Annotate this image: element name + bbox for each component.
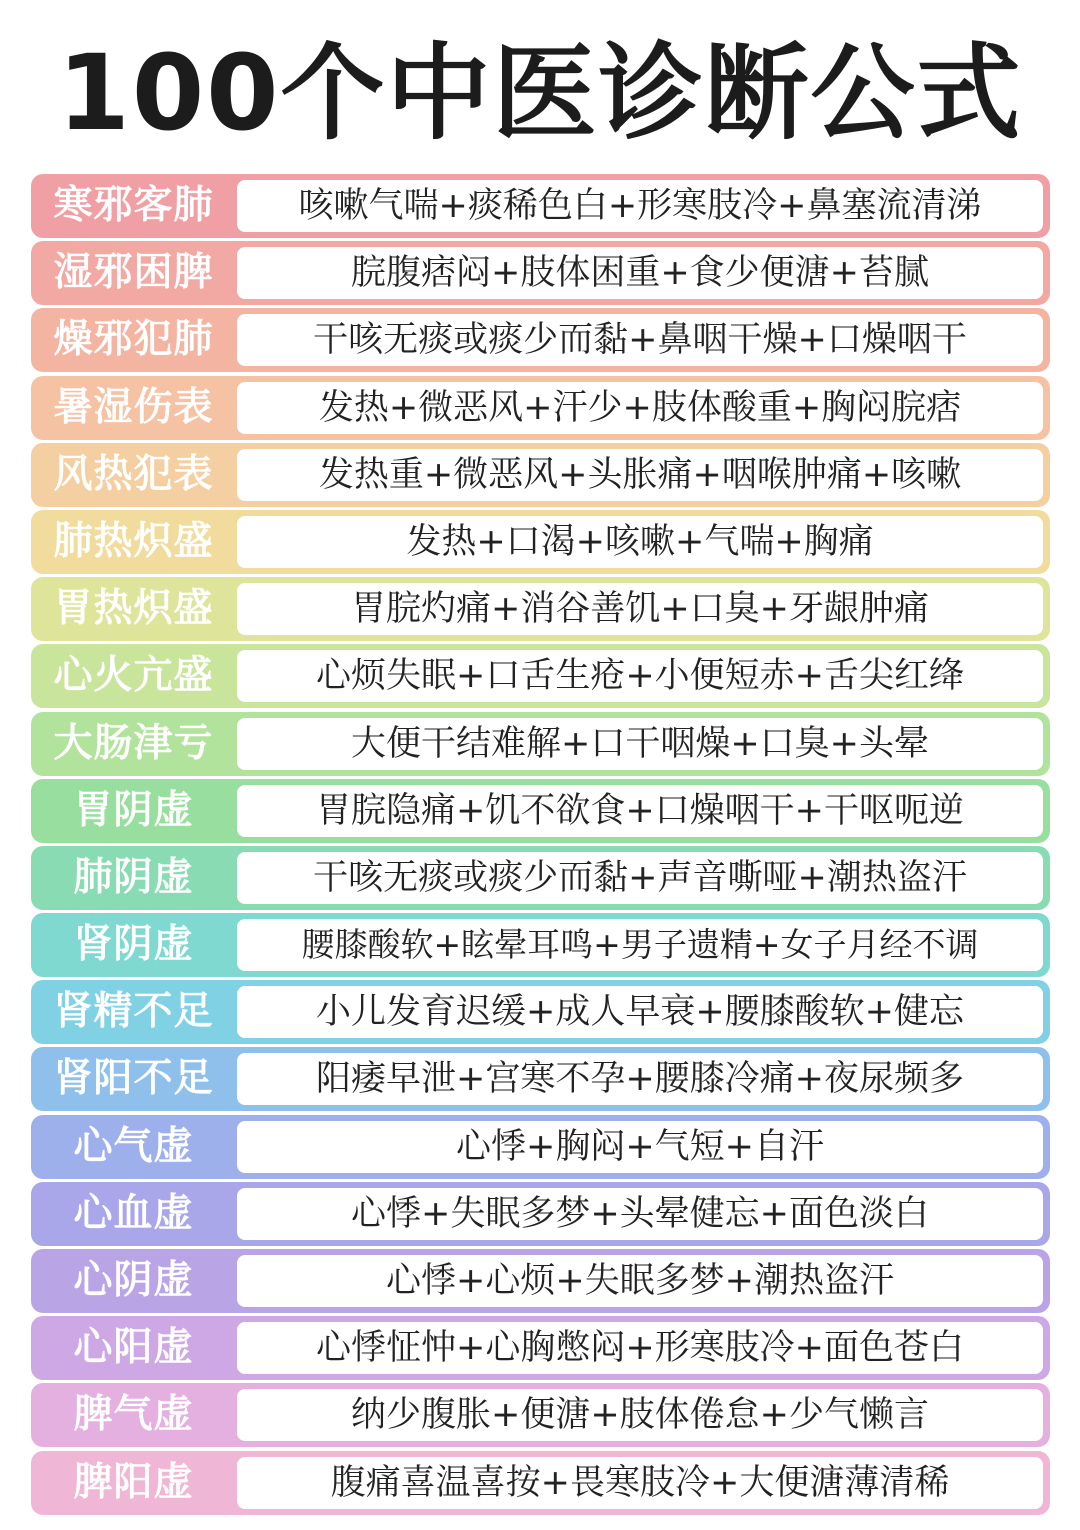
symptom-formula: 脘腹痞闷+肢体困重+食少便溏+苔腻 <box>237 247 1043 299</box>
symptom-formula: 胃脘灼痛+消谷善饥+口臭+牙龈肿痛 <box>237 583 1043 635</box>
symptom-formula: 心悸怔忡+心胸憋闷+形寒肢冷+面色苍白 <box>237 1322 1043 1374</box>
symptom-formula: 干咳无痰或痰少而黏+声音嘶哑+潮热盗汗 <box>237 852 1043 904</box>
syndrome-label: 心火亢盛 <box>53 653 214 699</box>
formula-row <box>31 443 1050 507</box>
formula-row <box>31 1249 1050 1313</box>
symptom-formula: 发热+口渴+咳嗽+气喘+胸痛 <box>237 516 1043 568</box>
syndrome-label: 肾阳不足 <box>53 1056 214 1102</box>
page-title: 100个中医诊断公式 <box>57 32 1023 154</box>
formula-row <box>31 1316 1050 1380</box>
formula-row <box>31 846 1050 910</box>
symptom-formula: 发热重+微恶风+头胀痛+咽喉肿痛+咳嗽 <box>237 449 1043 501</box>
symptom-formula: 心烦失眠+口舌生疮+小便短赤+舌尖红绛 <box>237 650 1043 702</box>
syndrome-label: 风热犯表 <box>53 451 214 497</box>
formula-row <box>31 980 1050 1044</box>
formula-row <box>31 577 1050 641</box>
formula-row <box>31 913 1050 977</box>
syndrome-label: 肾精不足 <box>53 989 214 1035</box>
syndrome-label: 暑湿伤表 <box>53 384 214 430</box>
formula-row <box>31 644 1050 708</box>
formula-row <box>31 308 1050 372</box>
formula-list <box>31 174 1050 1518</box>
symptom-formula: 胃脘隐痛+饥不欲食+口燥咽干+干呕呃逆 <box>237 785 1043 837</box>
symptom-formula: 心悸+失眠多梦+头晕健忘+面色淡白 <box>237 1188 1043 1240</box>
syndrome-label: 大肠津亏 <box>53 720 214 766</box>
syndrome-label: 胃热炽盛 <box>53 586 214 632</box>
syndrome-label: 肾阴虚 <box>73 922 194 968</box>
syndrome-label: 心阳虚 <box>73 1325 194 1371</box>
syndrome-label: 脾气虚 <box>73 1392 194 1438</box>
formula-row <box>31 712 1050 776</box>
formula-row <box>31 241 1050 305</box>
symptom-formula: 心悸+心烦+失眠多梦+潮热盗汗 <box>237 1255 1043 1307</box>
syndrome-label: 肺阴虚 <box>73 854 194 900</box>
syndrome-label: 湿邪困脾 <box>53 250 214 296</box>
syndrome-label: 心血虚 <box>73 1190 194 1236</box>
syndrome-label: 燥邪犯肺 <box>53 317 214 363</box>
symptom-formula: 腹痛喜温喜按+畏寒肢冷+大便溏薄清稀 <box>237 1457 1043 1509</box>
formula-row <box>31 376 1050 440</box>
symptom-formula: 心悸+胸闷+气短+自汗 <box>237 1121 1043 1173</box>
symptom-formula: 腰膝酸软+眩晕耳鸣+男子遗精+女子月经不调 <box>237 919 1043 971</box>
formula-row <box>31 1115 1050 1179</box>
syndrome-label: 胃阴虚 <box>73 787 194 833</box>
formula-row <box>31 779 1050 843</box>
symptom-formula: 小儿发育迟缓+成人早衰+腰膝酸软+健忘 <box>237 986 1043 1038</box>
formula-row <box>31 1182 1050 1246</box>
symptom-formula: 大便干结难解+口干咽燥+口臭+头晕 <box>237 718 1043 770</box>
symptom-formula: 咳嗽气喘+痰稀色白+形寒肢冷+鼻塞流清涕 <box>237 180 1043 232</box>
formula-row <box>31 174 1050 238</box>
symptom-formula: 阳痿早泄+宫寒不孕+腰膝冷痛+夜尿频多 <box>237 1053 1043 1105</box>
formula-row <box>31 1383 1050 1447</box>
syndrome-label: 肺热炽盛 <box>53 518 214 564</box>
syndrome-label: 心气虚 <box>73 1123 194 1169</box>
formula-row <box>31 1451 1050 1515</box>
symptom-formula: 干咳无痰或痰少而黏+鼻咽干燥+口燥咽干 <box>237 314 1043 366</box>
syndrome-label: 寒邪客肺 <box>53 183 214 228</box>
formula-row <box>31 1047 1050 1111</box>
symptom-formula: 发热+微恶风+汗少+肢体酸重+胸闷脘痞 <box>237 382 1043 434</box>
symptom-formula: 纳少腹胀+便溏+肢体倦怠+少气懒言 <box>237 1389 1043 1441</box>
syndrome-label: 心阴虚 <box>73 1258 194 1303</box>
formula-row <box>31 510 1050 574</box>
syndrome-label: 脾阳虚 <box>73 1459 194 1505</box>
